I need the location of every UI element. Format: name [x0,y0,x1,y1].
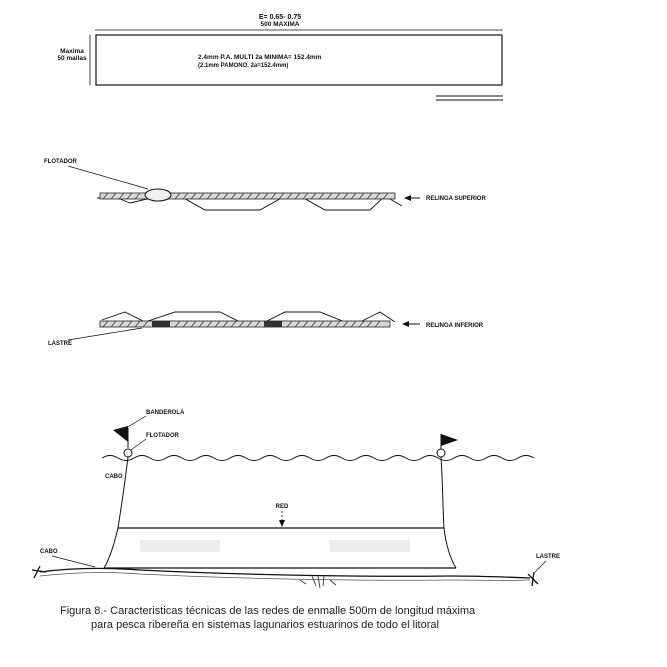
weight-icon [152,321,170,327]
panel-inner-line-1: 2.4mm P.A. MULTI 2a MINIMA= 152.4mm [198,54,322,61]
lower-rope-label: RELINGA INFERIOR [426,323,484,329]
panel-side-label-2: 50 mallas [57,55,87,62]
flag-label: BANDEROLA [146,410,185,416]
weight-icon [264,321,282,327]
weight-leader-line [68,328,142,340]
upper-rope-label: RELINGA SUPERIOR [426,196,486,202]
water-surface-line [102,456,534,461]
lower-rope-detail [48,312,484,347]
right-anchor-icon [528,572,538,586]
figure-caption [60,605,476,631]
panel-side-label-1: Maxima [60,48,84,55]
lower-rope-arrow-head [402,321,409,327]
rope-bottom-leader-line [52,556,95,567]
deploy-float-label: FLOTADOR [146,433,179,439]
net-label: RED [275,504,289,510]
upper-rope-detail [44,159,486,210]
right-float-icon [437,449,445,457]
right-vertical-rope [441,457,456,568]
deployment-diagram [32,410,560,588]
panel-top-label-2: 500 MAXIMA [260,21,300,28]
net-panel [57,14,503,100]
net-mesh-shade [140,540,220,552]
right-flag-icon [441,434,458,446]
deploy-float-leader-line [131,439,146,450]
lower-netting-line [102,312,395,322]
rope-top-label: CABO [105,474,123,480]
flag-leader-line [126,416,146,428]
panel-inner-line-2: (2.1mm PAMONO. 2a=152.4mm) [198,63,289,69]
float-label: FLOTADOR [44,159,77,165]
left-anchor-icon [32,566,46,578]
float-icon [145,189,171,201]
net-mesh-shade [330,540,410,552]
upper-rope-arrow-head [404,195,411,201]
seabed-debris [300,576,336,588]
left-float-icon [124,449,132,457]
caption-line-2: para pesca ribereña en sistemas lagunarios estuarinos de todo el litoral [91,619,439,631]
weight-label: LASTRE [48,341,72,347]
caption-line-1: Figura 8.- Caracteristicas técnicas de las redes de enmalle 500m de longitud máxima [60,605,476,617]
float-leader-line [68,166,148,189]
rope-bottom-label: CABO [40,549,58,555]
panel-top-label-1: E= 0.65- 0.75 [258,14,302,21]
anchor-leader-line [535,561,546,572]
anchor-label: LASTRE [536,554,560,560]
left-flag-icon [113,426,128,442]
net-leader-arrow-head [279,520,285,527]
